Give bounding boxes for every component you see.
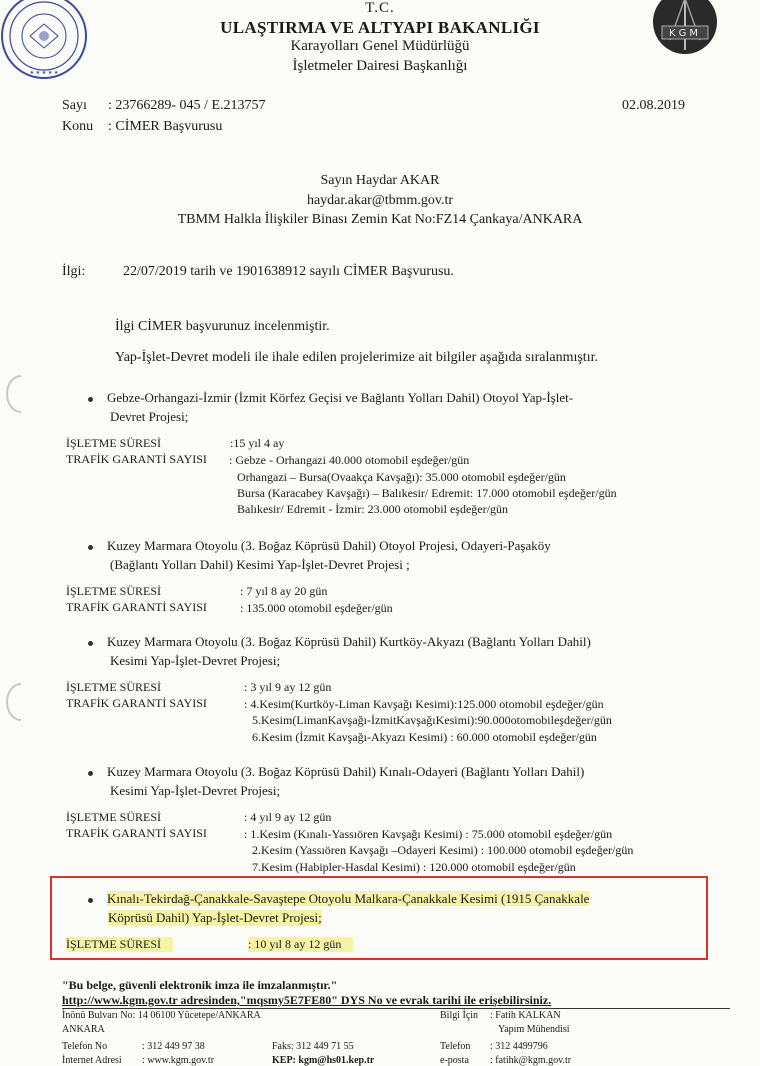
project-2-isletme-label: İŞLETME SÜRESİ [66,584,162,598]
project-1-isletme-value: :15 yıl 4 ay [230,436,285,450]
footer-info-value: : Fatih KALKAN [490,1010,561,1021]
project-title-line: Kınalı-Tekirdağ-Çanakkale-Savaştepe Otoyolu Malkara-Çanakkale Kesimi (1915 Çanakkale [107,891,590,906]
project-4-trafik-line: 7.Kesim (Habipler-Hasdal Kesimi) : 120.000 otomobil eşdeğer/gün [252,860,576,874]
project-title-line: Kuzey Marmara Otoyolu (3. Boğaz Köprüsü Dahil) Kınalı-Odayeri (Bağlantı Yolları Dahil) [107,764,585,779]
footer-contact-phone-label: Telefon [440,1041,471,1052]
project-title-line: Kuzey Marmara Otoyolu (3. Boğaz Köprüsü Dahil) Otoyol Projesi, Odayeri-Paşaköy [107,538,551,553]
svg-text:★ ★ ★ ★ ★: ★ ★ ★ ★ ★ [29,70,59,76]
project-3-title [88,634,591,650]
addressee-email: haydar.akar@tbmm.gov.tr [306,193,454,208]
body-paragraph-1: İlgi CİMER başvurunuz incelenmiştir. [115,319,330,334]
footer-phone-label: Telefon No [62,1041,108,1052]
project-3-trafik-line: 5.Kesim(LimanKavşağı-İzmitKavşağıKesimi):90.000otomobileşdeğer/gün [252,713,612,727]
bullet-icon [88,641,93,646]
footer-address: İnönü Bulvarı No: 14 06100 Yücetepe/ANKARA [62,1010,261,1021]
addressee-name: Sayın Haydar AKAR [320,173,440,188]
punch-hole-icon [3,372,25,416]
footer-email-value[interactable]: : fatihk@kgm.gov.tr [490,1055,572,1066]
kgm-logo-text: KGM [669,28,701,39]
ilgi-label: İlgi: [62,264,86,279]
project-5-title [88,891,589,907]
project-2-title-line2: (Bağlantı Yolları Dahil) Kesimi Yap-İşlet-Devret Projesi ; [110,557,410,572]
project-2-isletme-value: : 7 yıl 8 ay 20 gün [240,584,328,598]
document-date: 02.08.2019 [622,98,685,113]
project-4-trafik-label: TRAFİK GARANTİ SAYISI [66,826,207,840]
project-1-trafik-line: : Gebze - Orhangazi 40.000 otomobil eşdeğer/gün [229,453,470,467]
sayi-label: Sayı [62,98,87,113]
bullet-icon [88,898,93,903]
verification-link[interactable]: http://www.kgm.gov.tr adresinden,"mqsmy5E7FE80" DYS No ve evrak tarihi ile erişebilirsiniz. [62,993,552,1007]
header-directorate: Karayolları Genel Müdürlüğü [290,38,470,54]
project-3-title-line2: Kesimi Yap-İşlet-Devret Projesi; [110,653,281,668]
sayi-value: : 23766289- 045 / E.213757 [108,98,266,113]
footer-info-label: Bilgi İçin [440,1010,479,1021]
footer-email-label: e-posta [440,1055,469,1066]
footer-kep: KEP: kgm@hs01.kep.tr [272,1055,375,1066]
project-3-trafik-line: : 4.Kesim(Kurtköy-Liman Kavşağı Kesimi):125.000 otomobil eşdeğer/gün [244,697,604,711]
kgm-logo-icon [650,0,720,60]
project-2-trafik-label: TRAFİK GARANTİ SAYISI [66,600,207,614]
project-3-trafik-line: 6.Kesim (İzmit Kavşağı-Akyazı Kesimi) : 60.000 otomobil eşdeğer/gün [252,730,597,744]
project-1-trafik-label: TRAFİK GARANTİ SAYISI [66,452,207,466]
bullet-icon [88,397,93,402]
footer-info-title: Yapım Mühendisi [498,1024,570,1035]
project-1-title-line2: Devret Projesi; [110,409,189,424]
konu-label: Konu [62,119,94,134]
project-1-trafik-line: Bursa (Karacabey Kavşağı) – Balıkesir/ Edremit: 17.000 otomobil eşdeğer/gün [237,486,617,500]
header-ministry: ULAŞTIRMA VE ALTYAPI BAKANLIĞI [220,18,540,37]
footer-divider [62,1008,730,1009]
project-1-title [88,390,688,406]
project-4-isletme-label: İŞLETME SÜRESİ [66,810,162,824]
footer-web-label: İnternet Adresi [62,1055,122,1066]
bullet-icon [88,771,93,776]
project-1-trafik-line: Balıkesir/ Edremit - İzmir: 23.000 otomobil eşdeğer/gün [237,502,508,516]
footer-phone-value: : 312 449 97 38 [142,1041,205,1052]
project-4-isletme-value: : 4 yıl 9 ay 12 gün [244,810,332,824]
bullet-icon [88,545,93,550]
footer-city: ANKARA [62,1024,105,1035]
header-department: İşletmeler Dairesi Başkanlığı [292,58,468,74]
header-tc: T.C. [365,0,395,16]
footer-web-value[interactable]: : www.kgm.gov.tr [142,1055,215,1066]
footer-contact-phone-value: : 312 4499796 [490,1041,548,1052]
project-3-isletme-value: : 3 yıl 9 ay 12 gün [244,680,332,694]
project-3-isletme-label: İŞLETME SÜRESİ [66,680,162,694]
signature-notice: "Bu belge, güvenli elektronik imza ile imzalanmıştır." [62,978,338,992]
punch-hole-icon [3,680,25,724]
project-4-title-line2: Kesimi Yap-İşlet-Devret Projesi; [110,783,281,798]
project-4-trafik-line: 2.Kesim (Yassıören Kavşağı –Odayeri Kesimi) : 100.000 otomobil eşdeğer/gün [252,843,634,857]
project-2-title [88,538,551,554]
project-2-trafik-line: : 135.000 otomobil eşdeğer/gün [240,601,393,615]
ilgi-text: 22/07/2019 tarih ve 1901638912 sayılı CİMER Başvurusu. [123,264,454,279]
project-4-title [88,764,584,780]
project-1-trafik-line: Orhangazi – Bursa(Ovaakça Kavşağı): 35.000 otomobil eşdeğer/gün [237,470,566,484]
project-5-isletme-label: İŞLETME SÜRESİ [66,937,173,952]
project-5-title-line2: Köprüsü Dahil) Yap-İşlet-Devret Projesi; [108,910,322,925]
project-5-isletme-value: : 10 yıl 8 ay 12 gün [248,937,353,952]
addressee-address: TBMM Halkla İlişkiler Binası Zemin Kat No:FZ14 Çankaya/ANKARA [177,212,583,227]
project-3-trafik-label: TRAFİK GARANTİ SAYISI [66,696,207,710]
project-1-isletme-label: İŞLETME SÜRESİ [66,436,162,450]
konu-value: : CİMER Başvurusu [108,119,223,134]
project-title-line: Gebze-Orhangazi-İzmir (İzmit Körfez Geçisi ve Bağlantı Yolları Dahil) Otoyol Yap-İşlet- [107,390,574,405]
body-paragraph-2: Yap-İşlet-Devret modeli ile ihale edilen projelerimize ait bilgiler aşağıda sıralanmıştır. [115,350,598,365]
footer-fax: Faks: 312 449 71 55 [272,1041,354,1052]
project-4-trafik-line: : 1.Kesim (Kınalı-Yassıören Kavşağı Kesimi) : 75.000 otomobil eşdeğer/gün [244,827,613,841]
project-title-line: Kuzey Marmara Otoyolu (3. Boğaz Köprüsü Dahil) Kurtköy-Akyazı (Bağlantı Yolları Dahil) [107,634,591,649]
